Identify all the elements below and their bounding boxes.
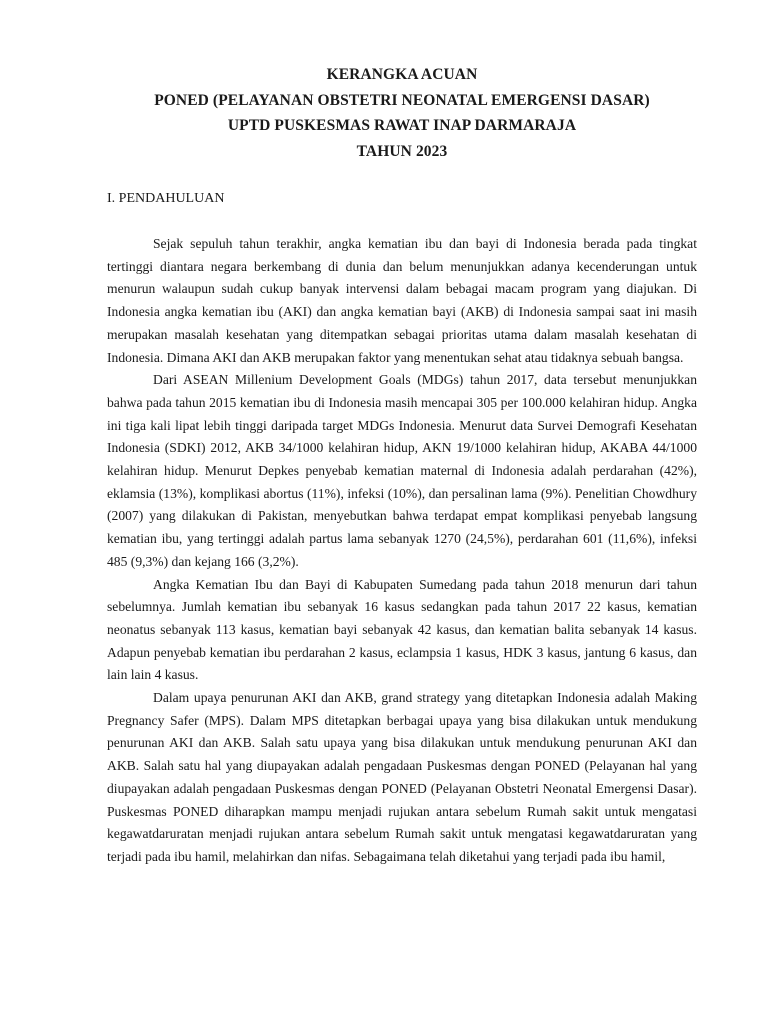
document-title <box>107 62 697 164</box>
paragraph: Angka Kematian Ibu dan Bayi di Kabupaten Sumedang pada tahun 2018 menurun dari tahun sebelumnya. Jumlah kematian ibu sebanyak 16 kasus sedangkan pada tahun 2017 22 kasus, kematian neonatus sebanyak 113 kasus, kematian bayi sebanyak 42 kasus, dan kematian balita sebanyak 14 kasus. Adapun penyebab kematian ibu perdarahan 2 kasus, eclampsia 1 kasus, HDK 3 kasus, jantung 6 kasus, dan lain lain 4 kasus. <box>107 576 697 683</box>
title-line-1: KERANGKA ACUAN <box>326 66 478 83</box>
paragraph: Dari ASEAN Millenium Development Goals (MDGs) tahun 2017, data tersebut menunjukkan bahwa pada tahun 2015 kematian ibu di Indonesia masih mencapai 305 per 100.000 kelahiran hidup. Angka ini tiga kali lipat lebih tinggi daripada target MDGs Indonesia. Menurut data Survei Demografi Kesehatan Indonesia (SDKI) 2012, AKB 34/1000 kelahiran hidup, AKN 19/1000 kelahiran hidup, AKABA 44/1000 kelahiran hidup. Menurut Depkes penyebab kematian maternal di Indonesia adalah perdarahan (42%), eklamsia (13%), komplikasi abortus (11%), infeksi (10%), dan persalinan lama (9%). Penelitian Chowdhury (2007) yang dilakukan di Pakistan, menyebutkan bahwa terdapat empat komplikasi penyebab langsung kematian ibu, yang tertinggi adalah partus lama sebanyak 1270 (24,5%), perdarahan 601 (11,6%), infeksi 485 (9,3%) dan kejang 166 (3,2%). <box>107 372 697 569</box>
section-heading: I. PENDAHULUAN <box>107 191 225 206</box>
title-line-3: UPTD PUSKESMAS RAWAT INAP DARMARAJA <box>227 117 577 134</box>
title-line-4: TAHUN 2023 <box>356 142 448 160</box>
paragraph: Sejak sepuluh tahun terakhir, angka kematian ibu dan bayi di Indonesia berada pada tingkat tertinggi diantara negara berkembang di dunia dan belum menunjukkan adanya kecenderungan untuk menurun walaupun sudah cukup banyak intervensi dalam bebagai macam program yang diajukan. Di Indonesia angka kematian ibu (AKI) dan angka kematian bayi (AKB) di Indonesia sampai saat ini masih merupakan masalah kesehatan yang ditempatkan sebagai prioritas utama dalam masalah kesehatan di Indonesia. Dimana AKI dan AKB merupakan faktor yang menentukan sehat atau tidaknya sebuah bangsa. <box>107 236 697 365</box>
paragraph: Dalam upaya penurunan AKI dan AKB, grand strategy yang ditetapkan Indonesia adalah Making Pregnancy Safer (MPS). Dalam MPS ditetapkan berbagai upaya yang bisa dilakukan untuk mendukung penurunan AKI dan AKB. Salah satu upaya yang bisa dilakukan untuk mendukung penurunan AKI dan AKB. Salah satu hal yang diupayakan adalah pengadaan Puskesmas dengan PONED (Pelayanan hal yang diupayakan adalah pengadaan Puskesmas dengan PONED (Pelayanan Obstetri Neonatal Emergensi Dasar). Puskesmas PONED diharapkan mampu menjadi rujukan antara sebelum Rumah sakit untuk mengatasi kegawatdaruratan menjadi rujukan antara sebelum Rumah sakit untuk mengatasi kegawatdaruratan yang terjadi pada ibu hamil, melahirkan dan nifas. Sebagaimana telah diketahui yang terjadi pada ibu hamil, <box>107 690 697 864</box>
title-line-2: PONED (PELAYANAN OBSTETRI NEONATAL EMERGENSI DASAR) <box>154 91 650 109</box>
body-text <box>107 233 697 869</box>
